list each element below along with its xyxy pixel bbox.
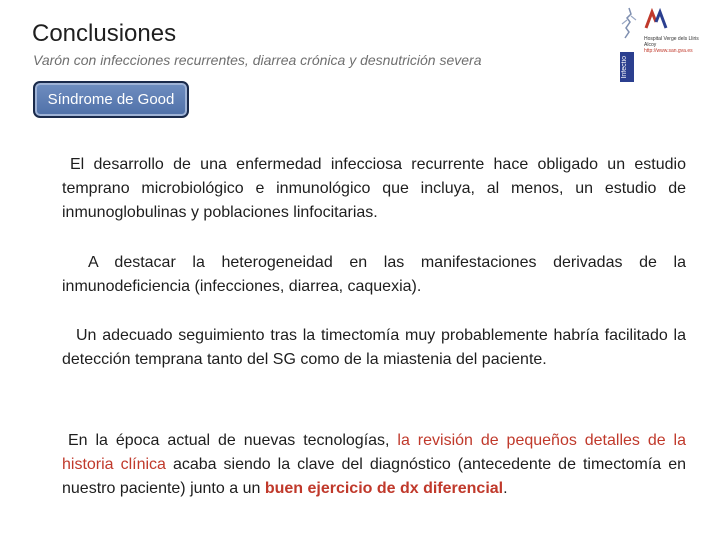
figure-icon [618, 6, 640, 40]
logo-area [612, 4, 716, 84]
conclusion-paragraph-4 [62, 429, 686, 501]
paragraph-4-text-2: acaba siendo la clave del diagnóstico (antecedente de timectomía en nuestro paciente) junto a un [62, 456, 687, 497]
paragraph-2-text: A destacar la heterogeneidad en las manifestaciones derivadas de la inmunodeficiencia (infecciones, diarrea, caquexia). [62, 254, 686, 295]
paragraph-4-highlight-2: buen ejercicio de dx diferencial [264, 480, 504, 497]
hospital-name [644, 36, 714, 54]
hospital-logo-icon [644, 8, 668, 30]
paragraph-4-text-1: En la época actual de nuevas tecnologías, [68, 432, 390, 449]
vertical-tag [620, 52, 634, 82]
paragraph-3-text: Un adecuado seguimiento tras la timectomía muy probablemente habría facilitado la detección temprana tanto del SG como de la miastenia del paciente. [62, 327, 686, 368]
diagnosis-badge: Síndrome de Good [33, 81, 189, 118]
slide-title: Conclusiones [32, 20, 177, 47]
vertical-tag-label: Infectio [621, 56, 628, 79]
paragraph-1-text: El desarrollo de una enfermedad infecciosa recurrente hace obligado un estudio temprano microbiológico e inmunológico que incluya, al menos, un estudio de inmunoglobulinas y poblaciones linfocitarias. [62, 156, 686, 221]
hospital-line-1: Hospital Verge dels Lliris [644, 36, 699, 42]
conclusion-paragraph-2 [62, 251, 686, 299]
paragraph-4-text-3: . [503, 480, 508, 497]
hospital-line-2: Alcoy [644, 42, 657, 48]
conclusion-paragraph-1 [62, 153, 686, 225]
conclusion-paragraph-3 [62, 324, 686, 372]
paragraph-4-highlight-1: la revisión de pequeños detalles de la historia clínica [62, 432, 686, 473]
hospital-url[interactable]: http://www.san.gva.es [644, 48, 693, 54]
slide-subtitle: Varón con infecciones recurrentes, diarrea crónica y desnutrición severa [33, 52, 482, 68]
